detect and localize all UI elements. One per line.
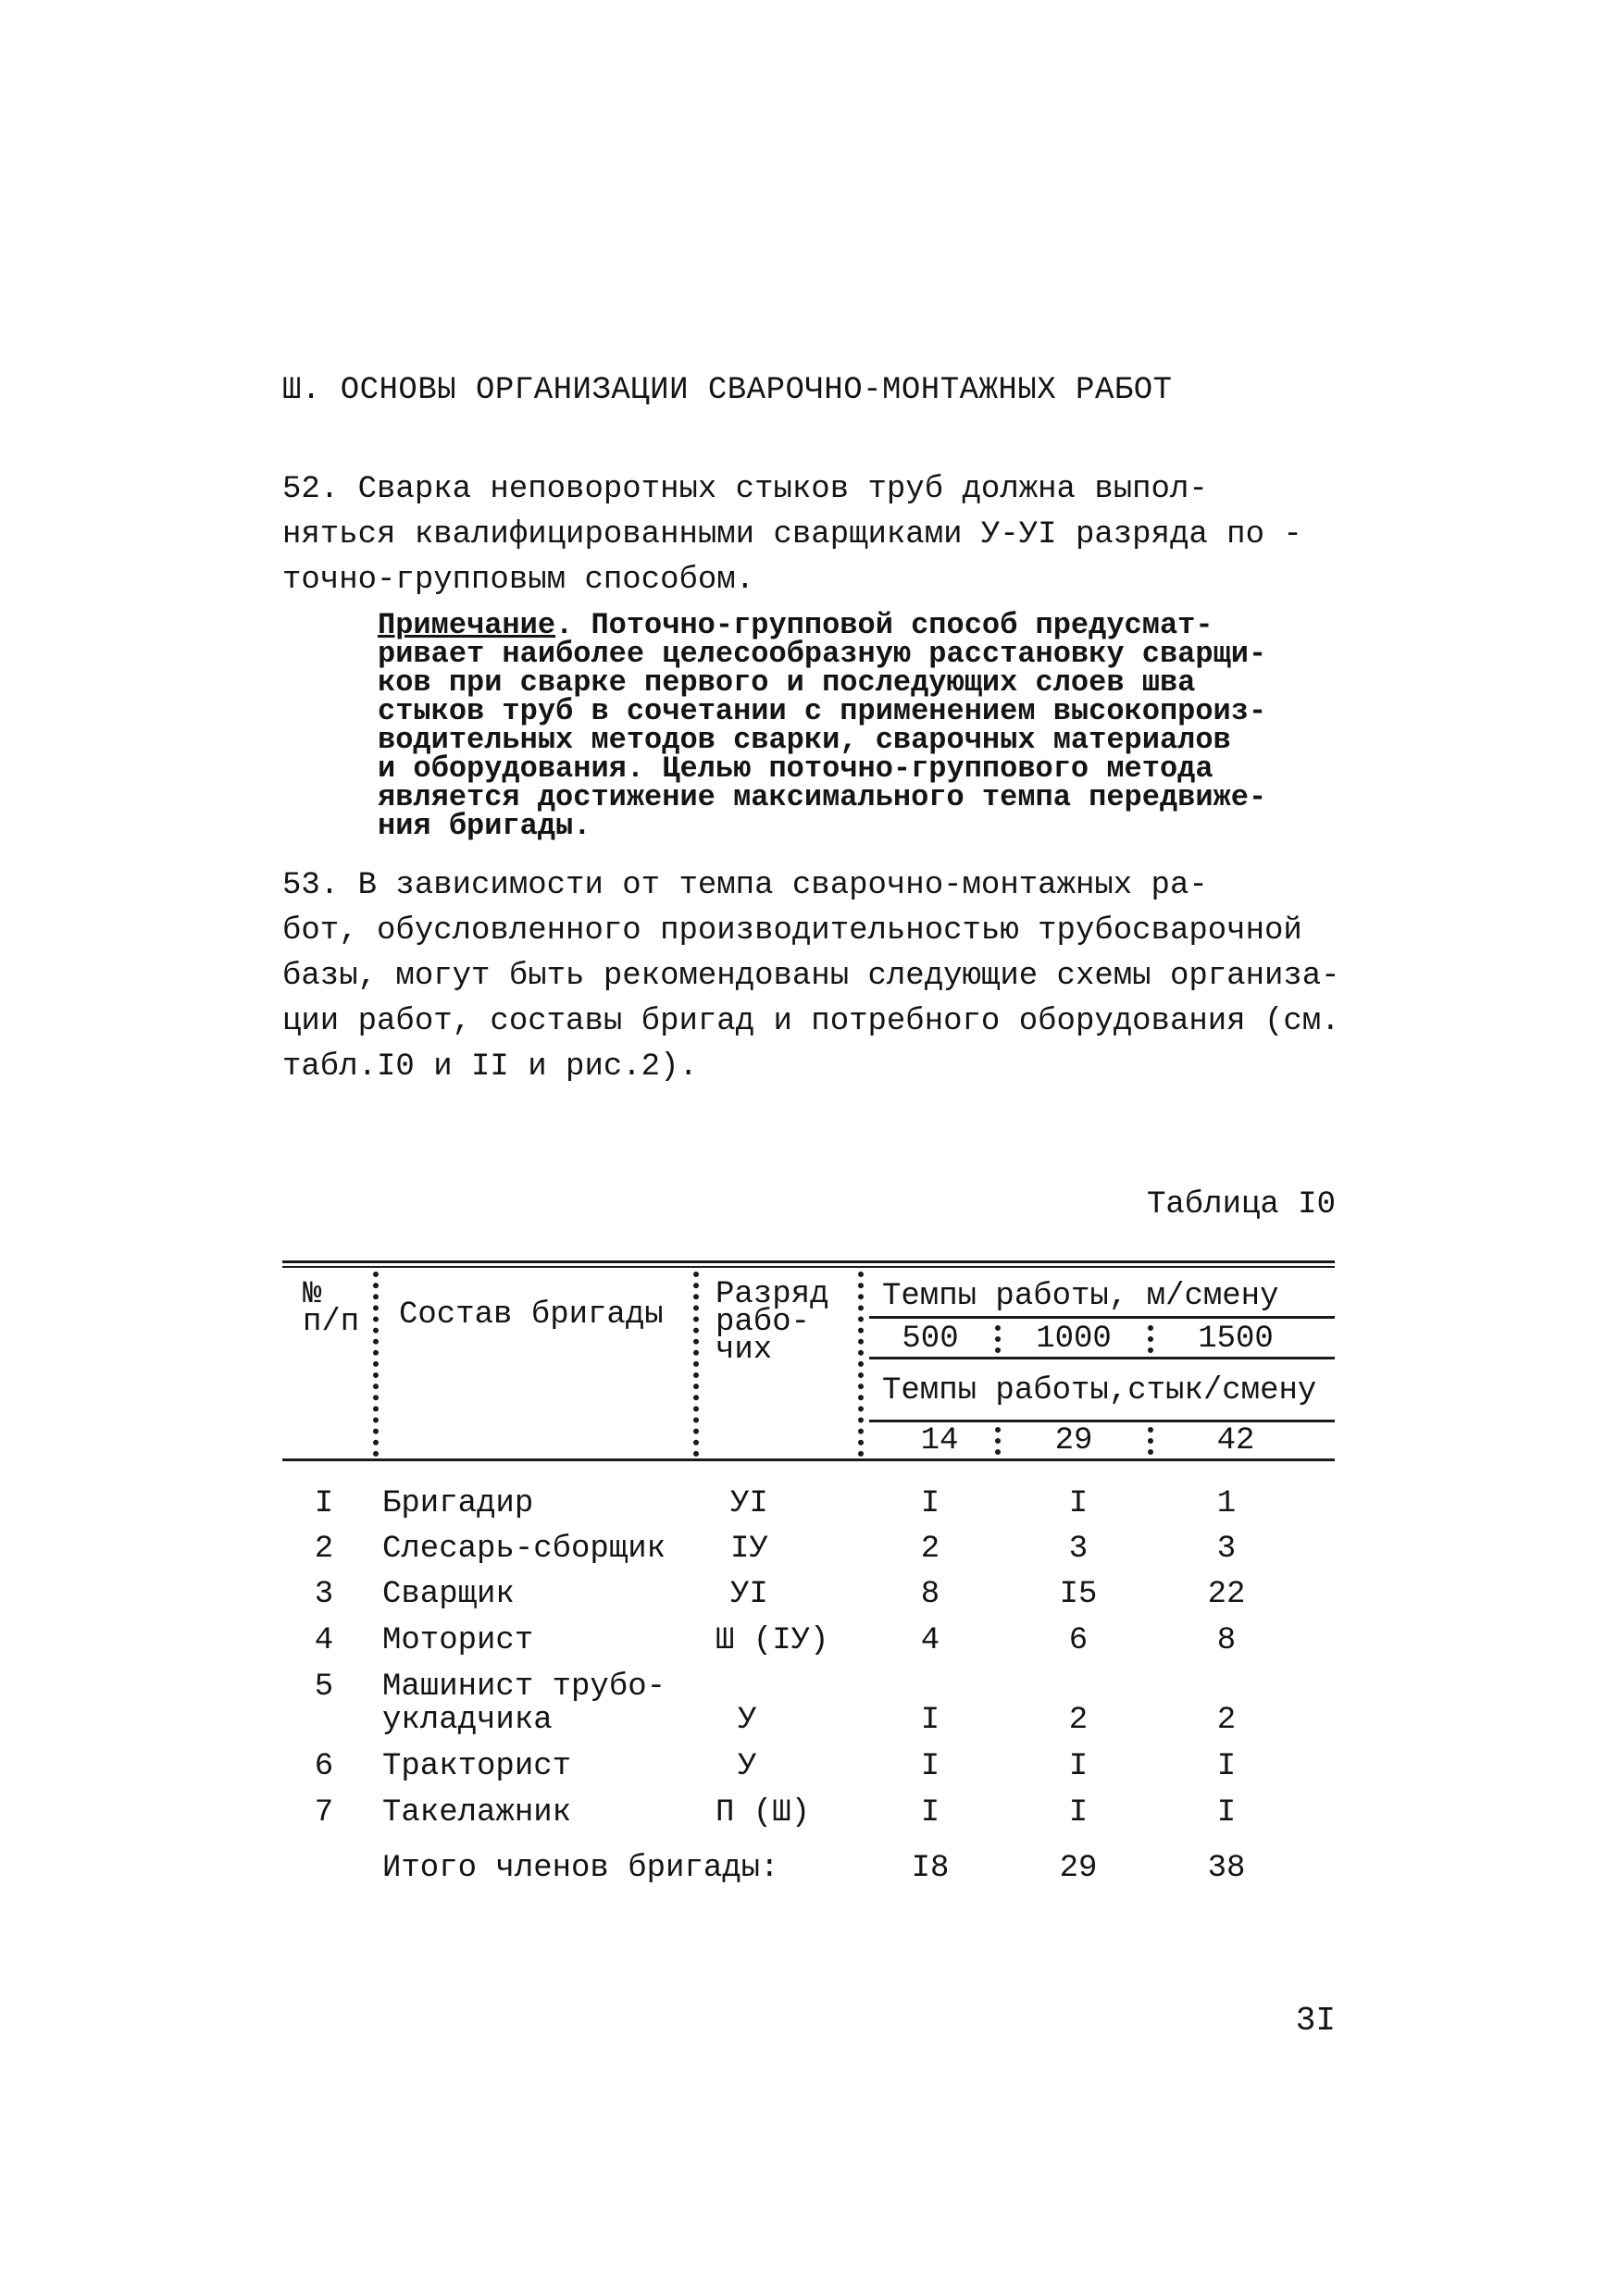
row-value: I <box>1216 1795 1237 1831</box>
header-grade <box>716 1277 829 1368</box>
table-caption: Таблица I0 <box>1146 1187 1336 1222</box>
row-value: 2 <box>1068 1703 1089 1738</box>
row-value: 22 <box>1207 1577 1246 1612</box>
row-grade: У <box>738 1749 757 1784</box>
total-value: I8 <box>911 1851 950 1886</box>
text-line: ции работ, составы бригад и потребного оборудования (см. <box>282 1004 1340 1039</box>
row-grade: IУ <box>730 1532 768 1567</box>
row-value: 6 <box>1068 1623 1089 1658</box>
page-number: 3I <box>1295 2002 1336 2040</box>
text-line: 53. В зависимости от темпа сварочно-монтажных ра- <box>282 868 1208 903</box>
row-number: 4 <box>314 1623 334 1658</box>
table-top-rule <box>282 1260 1335 1263</box>
row-value: 3 <box>1068 1532 1089 1567</box>
header-rate-m-value: 500 <box>902 1322 959 1357</box>
total-label: Итого членов бригады: <box>382 1851 779 1886</box>
row-grade: УI <box>730 1577 768 1612</box>
row-value: I <box>920 1795 940 1831</box>
note-line: ривает наиболее целесообразную расстановку сварщи- <box>378 637 1267 671</box>
section-heading: Ш. ОСНОВЫ ОРГАНИЗАЦИИ СВАРОЧНО-МОНТАЖНЫХ РАБОТ <box>282 373 1173 408</box>
row-name: Моторист <box>382 1623 534 1658</box>
column-separator <box>995 1325 1001 1353</box>
paragraph-52 <box>282 467 1338 603</box>
header-no-line: п/п <box>303 1305 360 1340</box>
row-grade: У <box>738 1703 757 1738</box>
column-separator <box>1148 1427 1153 1455</box>
row-name: Машинист трубо- <box>382 1669 666 1705</box>
text-line: точно-групповым способом. <box>282 563 755 598</box>
row-name: Слесарь-сборщик <box>382 1532 666 1567</box>
header-rate-m-value: 1500 <box>1198 1322 1274 1357</box>
header-rate-joints-value: 14 <box>920 1423 959 1458</box>
column-separator <box>995 1427 1001 1455</box>
table-top-rule-2 <box>282 1266 1335 1268</box>
column-separator <box>373 1272 379 1457</box>
header-grade-line: чих <box>716 1333 773 1368</box>
header-no <box>303 1277 360 1340</box>
note-line: стыков труб в сочетании с применением высокопроиз- <box>378 694 1267 728</box>
row-number: I <box>314 1486 334 1521</box>
note-line: ния бригады. <box>378 809 591 843</box>
text-line: табл.I0 и II и рис.2). <box>282 1049 698 1085</box>
row-number: 7 <box>314 1795 334 1831</box>
row-value: I <box>920 1486 940 1521</box>
row-value: 2 <box>920 1532 940 1567</box>
header-bottom-rule <box>282 1458 1335 1461</box>
row-value: 3 <box>1216 1532 1237 1567</box>
row-name: Тракторист <box>382 1749 572 1784</box>
note-first-line <box>378 608 1340 642</box>
row-number: 3 <box>314 1577 334 1612</box>
rate-m-values-underline <box>869 1357 1335 1359</box>
row-value: I5 <box>1059 1577 1098 1612</box>
row-name: укладчика <box>382 1703 553 1738</box>
text-line: няться квалифицированными сварщиками У-УI разряда по - <box>282 517 1302 552</box>
header-grade-line: рабо- <box>716 1305 811 1340</box>
header-rate-joints-value: 42 <box>1216 1423 1255 1458</box>
rate-m-underline <box>869 1316 1335 1319</box>
row-grade: Ш (IУ) <box>716 1623 829 1658</box>
column-separator <box>693 1272 699 1457</box>
row-value: 8 <box>1216 1623 1237 1658</box>
row-number: 2 <box>314 1532 334 1567</box>
row-name: Бригадир <box>382 1486 534 1521</box>
column-separator <box>858 1272 864 1457</box>
row-grade: УI <box>730 1486 768 1521</box>
header-rate-joints-value: 29 <box>1054 1423 1093 1458</box>
paragraph-53 <box>282 863 1338 1090</box>
note-line: является достижение максимального темпа передвиже- <box>378 780 1267 814</box>
row-value: I <box>1068 1749 1089 1784</box>
header-grade-line: Разряд <box>716 1277 829 1312</box>
crew-table <box>282 1260 1335 1890</box>
rate-joints-underline <box>869 1420 1335 1422</box>
row-name: Сварщик <box>382 1577 515 1612</box>
note-block <box>378 608 1340 843</box>
header-no-line: № <box>303 1277 322 1312</box>
row-number: 5 <box>314 1669 334 1705</box>
row-value: 2 <box>1216 1703 1237 1738</box>
total-value: 38 <box>1207 1851 1246 1886</box>
row-value: I <box>920 1749 940 1784</box>
note-line: ков при сварке первого и последующих слоев шва <box>378 665 1196 700</box>
row-value: I <box>1068 1795 1089 1831</box>
note-label: Примечание <box>378 608 556 642</box>
row-value: I <box>920 1703 940 1738</box>
row-grade: П (Ш) <box>716 1795 811 1831</box>
row-value: I <box>1216 1749 1237 1784</box>
column-separator <box>1148 1325 1153 1353</box>
text-line: 52. Сварка неповоротных стыков труб должна выпол- <box>282 472 1208 507</box>
header-composition: Состав бригады <box>399 1297 664 1333</box>
note-line: водительных методов сварки, сварочных материалов <box>378 723 1231 757</box>
row-value: I <box>1068 1486 1089 1521</box>
header-rate-m: Темпы работы, м/смену <box>882 1279 1279 1314</box>
note-first-line-text: . Поточно-групповой способ предусмат- <box>555 608 1214 642</box>
note-line: и оборудования. Целью поточно-группового метода <box>378 751 1214 786</box>
text-line: базы, могут быть рекомендованы следующие схемы организа- <box>282 959 1340 994</box>
header-rate-m-value: 1000 <box>1036 1322 1112 1357</box>
row-number: 6 <box>314 1749 334 1784</box>
text-line: бот, обусловленного производительностью трубосварочной <box>282 913 1302 949</box>
total-value: 29 <box>1059 1851 1098 1886</box>
row-value: 1 <box>1216 1486 1237 1521</box>
header-rate-joints: Темпы работы,стык/смену <box>882 1373 1317 1409</box>
row-name: Такелажник <box>382 1795 572 1831</box>
row-value: 8 <box>920 1577 940 1612</box>
row-value: 4 <box>920 1623 940 1658</box>
